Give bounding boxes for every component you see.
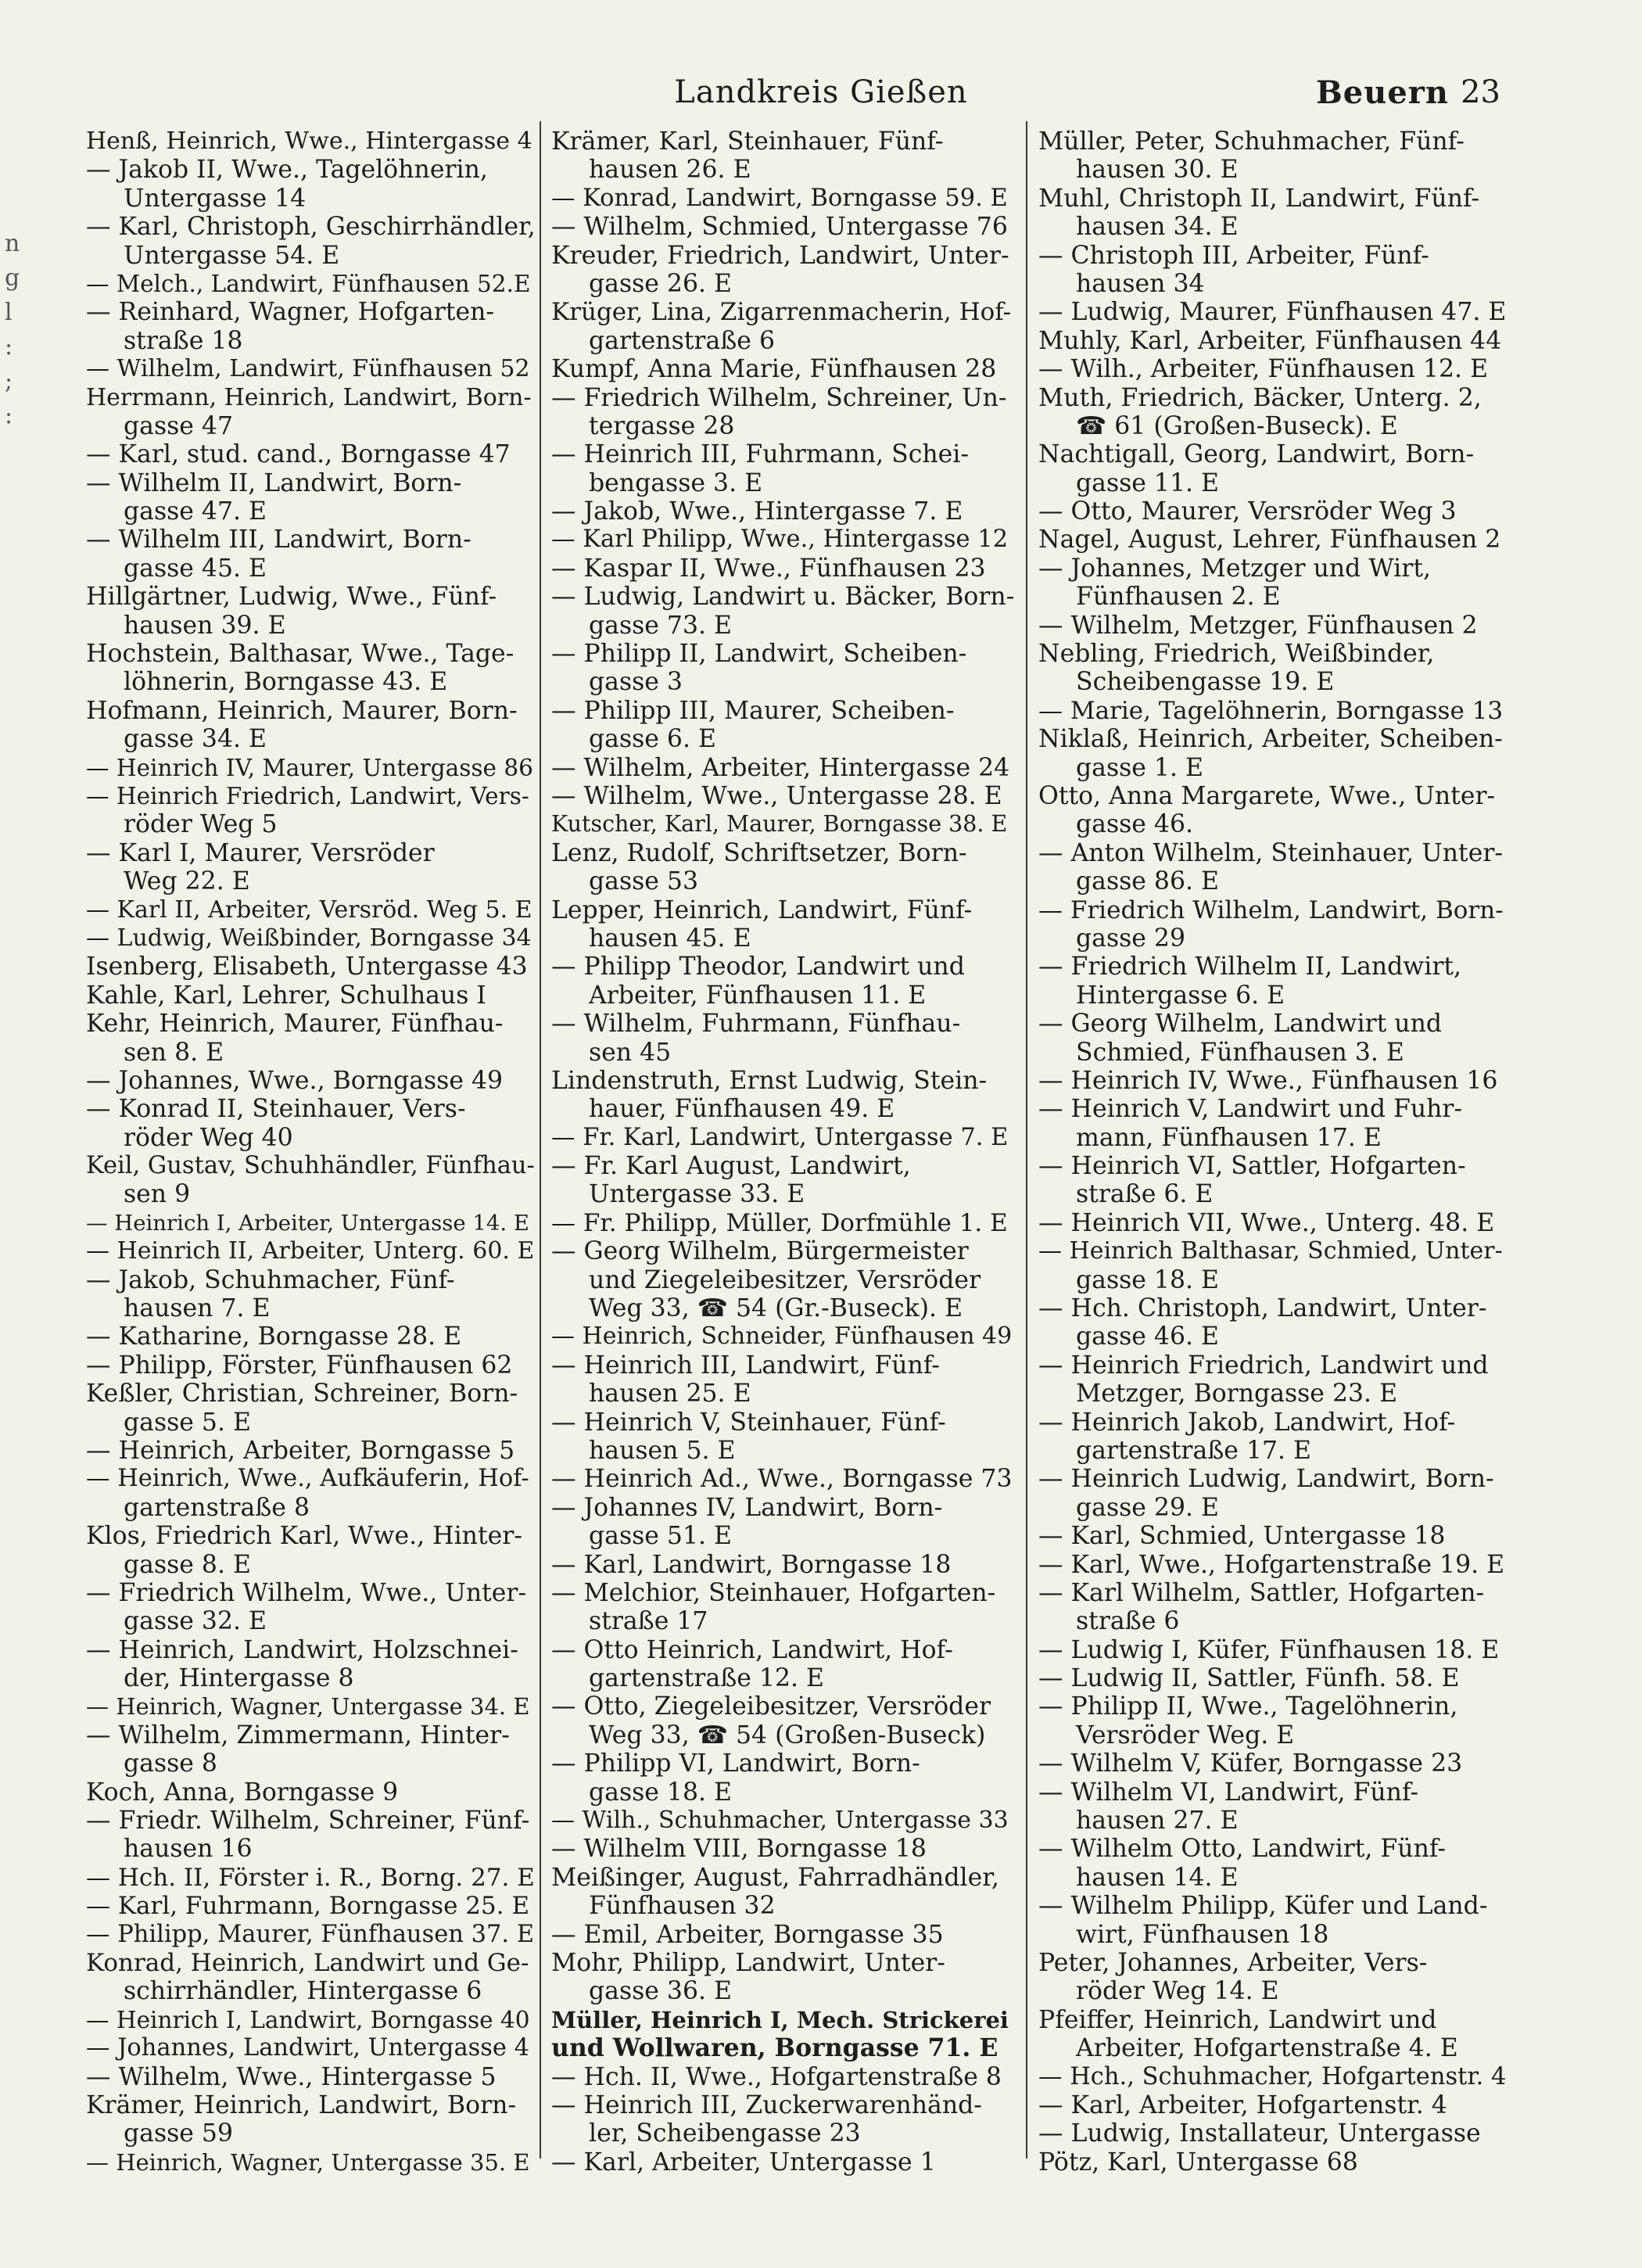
page-title: Landkreis Gießen: [674, 74, 968, 110]
directory-entry-line: — Heinrich V, Steinhauer, Fünf-: [551, 1408, 946, 1437]
directory-entry-line: — Philipp VI, Landwirt, Born-: [551, 1749, 920, 1778]
directory-entry-line: — Heinrich III, Landwirt, Fünf-: [551, 1351, 940, 1380]
directory-entry-line: bengasse 3. E: [589, 468, 763, 497]
directory-entry-line: gasse 34. E: [124, 725, 267, 754]
directory-entry-line: Untergasse 14: [124, 184, 307, 213]
directory-entry-line: — Ludwig, Landwirt u. Bäcker, Born-: [551, 583, 1015, 612]
directory-entry-line: — Otto, Maurer, Versröder Weg 3: [1038, 497, 1457, 526]
directory-entry-line: — Heinrich, Landwirt, Holzschnei-: [86, 1635, 518, 1664]
directory-entry-line: Untergasse 33. E: [589, 1180, 805, 1209]
directory-entry-line: — Anton Wilhelm, Steinhauer, Unter-: [1038, 838, 1504, 867]
directory-entry-line: gasse 18. E: [1076, 1265, 1220, 1294]
directory-entry-line: Lenz, Rudolf, Schriftsetzer, Born-: [551, 838, 967, 867]
directory-entry-line: gasse 51. E: [589, 1522, 733, 1551]
directory-entry-line: gasse 11. E: [1076, 468, 1220, 497]
directory-entry-line: Keil, Gustav, Schuhhändler, Fünfhau-: [86, 1152, 535, 1180]
directory-entry-line: hausen 45. E: [589, 924, 751, 953]
directory-entry-line: — Wilhelm, Wwe., Hintergasse 5: [86, 2062, 497, 2091]
directory-entry-line: — Ludwig, Installateur, Untergasse: [1038, 2119, 1481, 2148]
directory-entry-line: sen 9: [124, 1180, 191, 1209]
directory-entry-line: gasse 59: [124, 2119, 234, 2148]
directory-entry-line: — Johannes, Wwe., Borngasse 49: [86, 1066, 504, 1095]
directory-entry-line: Koch, Anna, Borngasse 9: [86, 1778, 399, 1807]
directory-entry-line: Meißinger, August, Fahrradhändler,: [551, 1863, 999, 1892]
directory-entry-line: straße 17: [589, 1607, 708, 1636]
directory-entry-line: — Reinhard, Wagner, Hofgarten-: [86, 298, 495, 327]
directory-entry-line: röder Weg 14. E: [1076, 1977, 1279, 2006]
directory-entry-line: löhnerin, Borngasse 43. E: [124, 668, 448, 697]
directory-entry-line: — Heinrich Ad., Wwe., Borngasse 73: [551, 1465, 1013, 1494]
directory-entry-line: — Emil, Arbeiter, Borngasse 35: [551, 1920, 944, 1949]
directory-entry-line: gartenstraße 12. E: [589, 1664, 825, 1693]
directory-entry-line: — Philipp, Maurer, Fünfhausen 37. E: [86, 1920, 535, 1948]
directory-entry-line: — Philipp III, Maurer, Scheiben-: [551, 696, 955, 725]
directory-entry-line: Fünfhausen 2. E: [1076, 583, 1281, 612]
directory-entry-line: — Philipp II, Landwirt, Scheiben-: [551, 640, 967, 669]
directory-entry-line: gasse 5. E: [124, 1408, 251, 1437]
directory-entry-line: tergasse 28: [589, 411, 735, 440]
directory-entry-line: — Fr. Philipp, Müller, Dorfmühle 1. E: [551, 1208, 1008, 1237]
directory-entry-line: — Marie, Tagelöhnerin, Borngasse 13: [1038, 696, 1504, 725]
directory-entry-line: — Karl, Fuhrmann, Borngasse 25. E: [86, 1892, 530, 1921]
directory-entry-line: — Karl, Wwe., Hofgartenstraße 19. E: [1038, 1550, 1505, 1579]
directory-entry-line: — Heinrich I, Arbeiter, Untergasse 14. E: [86, 1210, 529, 1236]
directory-entry-line: gasse 8: [124, 1749, 217, 1778]
margin-mark: n: [5, 230, 20, 257]
margin-mark: g: [5, 264, 20, 292]
directory-entry-line: — Heinrich VI, Sattler, Hofgarten-: [1038, 1152, 1466, 1181]
directory-entry-line: — Heinrich, Wagner, Untergasse 35. E: [86, 2148, 530, 2176]
directory-entry-line: hausen 25. E: [589, 1380, 751, 1409]
directory-entry-line: — Ludwig, Weißbinder, Borngasse 34: [86, 924, 532, 952]
directory-entry-line: Müller, Peter, Schuhmacher, Fünf-: [1038, 127, 1465, 156]
directory-entry-line: — Wilhelm, Landwirt, Fünfhausen 52: [86, 355, 530, 383]
directory-entry-line: gasse 47. E: [124, 497, 267, 526]
directory-entry-line: Nachtigall, Georg, Landwirt, Born-: [1038, 440, 1475, 469]
directory-entry-line: — Wilh., Arbeiter, Fünfhausen 12. E: [1038, 355, 1489, 384]
directory-entry-line: hausen 34. E: [1076, 213, 1239, 242]
directory-entry-line: sen 45: [589, 1038, 672, 1067]
directory-entry-line: gasse 29. E: [1076, 1493, 1220, 1522]
directory-entry-line: ler, Scheibengasse 23: [589, 2119, 861, 2148]
directory-entry-line: — Friedrich Wilhelm, Wwe., Unter-: [86, 1578, 527, 1607]
directory-entry-line: — Wilhelm, Schmied, Untergasse 76: [551, 213, 1008, 242]
directory-entry-line: — Karl, Arbeiter, Untergasse 1: [551, 2148, 936, 2176]
directory-entry-line: Kehr, Heinrich, Maurer, Fünfhau-: [86, 1010, 504, 1039]
directory-entry-line: — Hch. Christoph, Landwirt, Unter-: [1038, 1294, 1487, 1323]
directory-entry-line: Krämer, Heinrich, Landwirt, Born-: [86, 2090, 517, 2119]
directory-entry-line: — Johannes IV, Landwirt, Born-: [551, 1493, 943, 1522]
directory-entry-line: — Wilhelm Philipp, Küfer und Land-: [1038, 1892, 1488, 1921]
directory-entry-line: — Philipp Theodor, Landwirt und: [551, 953, 965, 981]
directory-entry-line: mann, Fünfhausen 17. E: [1076, 1123, 1382, 1152]
directory-entry-line: Hillgärtner, Ludwig, Wwe., Fünf-: [86, 583, 497, 612]
directory-entry-line: gasse 6. E: [589, 725, 716, 754]
directory-entry-line: — Hch., Schuhmacher, Hofgartenstr. 4: [1038, 2062, 1507, 2090]
directory-entry-line: — Heinrich Ludwig, Landwirt, Born-: [1038, 1465, 1494, 1494]
directory-entry-line: straße 6. E: [1076, 1180, 1214, 1209]
directory-entry-line: — Wilhelm II, Landwirt, Born-: [86, 468, 462, 497]
directory-entry-line: — Karl II, Arbeiter, Versröd. Weg 5. E: [86, 895, 532, 924]
directory-entry-line: — Hch. II, Förster i. R., Borng. 27. E: [86, 1863, 535, 1892]
directory-entry-line: Lindenstruth, Ernst Ludwig, Stein-: [551, 1066, 988, 1095]
directory-entry-line: Konrad, Heinrich, Landwirt und Ge-: [86, 1949, 529, 1977]
margin-mark: :: [5, 402, 13, 429]
directory-entry-line: ☎ 61 (Großen-Buseck). E: [1076, 411, 1398, 440]
directory-entry-line: straße 18: [124, 326, 243, 355]
directory-entry-line: Klos, Friedrich Karl, Wwe., Hinter-: [86, 1522, 522, 1551]
directory-entry-line: hausen 27. E: [1076, 1807, 1239, 1836]
directory-entry-line: — Heinrich Friedrich, Landwirt und: [1038, 1351, 1489, 1380]
directory-entry-line: — Karl, Landwirt, Borngasse 18: [551, 1550, 952, 1579]
directory-entry-line: — Heinrich VII, Wwe., Unterg. 48. E: [1038, 1208, 1495, 1237]
column-divider: [540, 121, 541, 2159]
directory-entry-line: — Karl, Christoph, Geschirrhändler,: [86, 213, 536, 242]
directory-entry-line: — Heinrich III, Fuhrmann, Schei-: [551, 440, 970, 469]
directory-entry-line: Isenberg, Elisabeth, Untergasse 43: [86, 953, 528, 981]
directory-entry-line: Krüger, Lina, Zigarrenmacherin, Hof-: [551, 298, 1012, 327]
page-number: 23: [1461, 74, 1500, 110]
directory-entry-line: gasse 1. E: [1076, 753, 1203, 782]
directory-entry-line: — Heinrich III, Zuckerwarenhänd-: [551, 2090, 982, 2119]
directory-entry-line: Weg 33, ☎ 54 (Gr.-Buseck). E: [589, 1294, 963, 1323]
margin-mark: ;: [5, 368, 13, 395]
directory-entry-line: — Heinrich, Schneider, Fünfhausen 49: [551, 1322, 1013, 1351]
directory-entry-line: — Wilhelm III, Landwirt, Born-: [86, 526, 471, 554]
directory-entry-line: — Wilhelm, Wwe., Untergasse 28. E: [551, 781, 1002, 810]
directory-entry-line: — Fr. Karl, Landwirt, Untergasse 7. E: [551, 1123, 1009, 1151]
directory-entry-line: gasse 45. E: [124, 554, 267, 583]
directory-entry-line: — Hch. II, Wwe., Hofgartenstraße 8: [551, 2062, 1002, 2091]
directory-entry-line: — Heinrich Balthasar, Schmied, Unter-: [1038, 1237, 1503, 1265]
directory-entry-line: — Wilhelm, Metzger, Fünfhausen 2: [1038, 611, 1478, 640]
directory-entry-line: Müller, Heinrich I, Mech. Strickerei: [551, 2006, 1009, 2033]
directory-entry-line: röder Weg 5: [124, 810, 278, 839]
directory-entry-line: — Heinrich V, Landwirt und Fuhr-: [1038, 1095, 1463, 1124]
directory-entry-line: gartenstraße 8: [124, 1493, 310, 1522]
directory-entry-line: Weg 33, ☎ 54 (Großen-Buseck): [589, 1721, 986, 1749]
margin-mark: :: [5, 333, 13, 361]
directory-entry-line: gasse 3: [589, 668, 683, 697]
directory-entry-line: hausen 39. E: [124, 611, 286, 640]
directory-entry-line: Hochstein, Balthasar, Wwe., Tage-: [86, 640, 514, 669]
directory-entry-line: — Heinrich Jakob, Landwirt, Hof-: [1038, 1408, 1456, 1437]
directory-entry-line: — Ludwig II, Sattler, Fünfh. 58. E: [1038, 1664, 1460, 1693]
directory-entry-line: — Heinrich Friedrich, Landwirt, Vers-: [86, 782, 529, 809]
directory-entry-line: hausen 30. E: [1076, 156, 1239, 185]
directory-entry-line: gasse 36. E: [589, 1977, 733, 2006]
directory-entry-line: Muth, Friedrich, Bäcker, Unterg. 2,: [1038, 383, 1482, 412]
directory-entry-line: — Jakob, Wwe., Hintergasse 7. E: [551, 497, 963, 526]
directory-entry-line: Scheibengasse 19. E: [1076, 668, 1335, 697]
directory-entry-line: — Ludwig I, Küfer, Fünfhausen 18. E: [1038, 1635, 1500, 1664]
column-divider: [1026, 121, 1027, 2159]
directory-entry-line: der, Hintergasse 8: [124, 1664, 354, 1693]
directory-entry-line: — Friedrich Wilhelm, Landwirt, Born-: [1038, 895, 1504, 924]
directory-entry-line: — Wilh., Schuhmacher, Untergasse 33: [551, 1807, 1009, 1835]
directory-entry-line: — Jakob II, Wwe., Tagelöhnerin,: [86, 156, 488, 185]
directory-entry-line: gasse 86. E: [1076, 867, 1220, 896]
directory-entry-line: gasse 47: [124, 411, 234, 440]
directory-entry-line: gasse 46.: [1076, 810, 1194, 839]
directory-entry-line: Kumpf, Anna Marie, Fünfhausen 28: [551, 355, 997, 384]
directory-entry-line: Versröder Weg. E: [1076, 1721, 1295, 1749]
directory-entry-line: schirrhändler, Hintergasse 6: [124, 1977, 482, 2006]
directory-entry-line: — Heinrich, Arbeiter, Borngasse 5: [86, 1436, 515, 1465]
directory-entry-line: wirt, Fünfhausen 18: [1076, 1920, 1329, 1949]
directory-entry-line: — Wilhelm, Fuhrmann, Fünfhau-: [551, 1010, 961, 1039]
directory-entry-line: gasse 18. E: [589, 1778, 733, 1807]
directory-entry-line: — Wilhelm VIII, Borngasse 18: [551, 1835, 927, 1864]
directory-entry-line: Hofmann, Heinrich, Maurer, Born-: [86, 696, 518, 725]
margin-marks: [5, 227, 19, 433]
directory-entry-line: Weg 22. E: [124, 867, 250, 896]
directory-entry-line: hausen 26. E: [589, 156, 751, 185]
directory-entry-line: — Melchior, Steinhauer, Hofgarten-: [551, 1578, 996, 1607]
directory-column-1: [86, 127, 536, 2176]
directory-entry-line: — Philipp II, Wwe., Tagelöhnerin,: [1038, 1692, 1458, 1721]
directory-entry-line: Mohr, Philipp, Landwirt, Unter-: [551, 1949, 945, 1977]
directory-entry-line: Herrmann, Heinrich, Landwirt, Born-: [86, 383, 532, 411]
directory-entry-line: hausen 34: [1076, 269, 1205, 298]
directory-entry-line: — Heinrich, Wwe., Aufkäuferin, Hof-: [86, 1465, 529, 1493]
directory-entry-line: — Karl, Schmied, Untergasse 18: [1038, 1522, 1446, 1551]
directory-entry-line: gasse 53: [589, 867, 699, 896]
directory-entry-line: — Johannes, Metzger und Wirt,: [1038, 554, 1431, 583]
directory-entry-line: — Georg Wilhelm, Landwirt und: [1038, 1010, 1443, 1039]
directory-entry-line: und Ziegeleibesitzer, Versröder: [589, 1265, 981, 1294]
directory-entry-line: Hintergasse 6. E: [1076, 981, 1285, 1010]
directory-entry-line: Pötz, Karl, Untergasse 68: [1038, 2148, 1358, 2176]
directory-entry-line: Untergasse 54. E: [124, 241, 340, 270]
directory-entry-line: gasse 73. E: [589, 611, 733, 640]
directory-entry-line: — Wilhelm V, Küfer, Borngasse 23: [1038, 1749, 1463, 1778]
directory-entry-line: und Wollwaren, Borngasse 71. E: [551, 2033, 998, 2063]
directory-entry-line: Henß, Heinrich, Wwe., Hintergasse 4: [86, 127, 532, 155]
directory-entry-line: — Karl Philipp, Wwe., Hintergasse 12: [551, 526, 1009, 554]
directory-entry-line: — Johannes, Landwirt, Untergasse 4: [86, 2034, 530, 2062]
directory-entry-line: — Wilhelm, Arbeiter, Hintergasse 24: [551, 753, 1010, 782]
directory-entry-line: straße 6: [1076, 1607, 1180, 1636]
directory-entry-line: Krämer, Karl, Steinhauer, Fünf-: [551, 127, 944, 156]
directory-entry-line: Kreuder, Friedrich, Landwirt, Unter-: [551, 241, 1009, 270]
directory-entry-line: — Friedr. Wilhelm, Schreiner, Fünf-: [86, 1807, 530, 1836]
directory-entry-line: — Philipp, Förster, Fünfhausen 62: [86, 1351, 513, 1380]
directory-entry-line: Kutscher, Karl, Maurer, Borngasse 38. E: [551, 811, 1008, 838]
directory-entry-line: — Karl Wilhelm, Sattler, Hofgarten-: [1038, 1578, 1485, 1607]
directory-entry-line: Metzger, Borngasse 23. E: [1076, 1380, 1398, 1409]
directory-entry-line: gasse 46. E: [1076, 1322, 1220, 1351]
directory-entry-line: gasse 29: [1076, 924, 1186, 953]
directory-entry-line: Otto, Anna Margarete, Wwe., Unter-: [1038, 781, 1496, 810]
directory-column-2: [551, 127, 1014, 2176]
directory-entry-line: Keßler, Christian, Schreiner, Born-: [86, 1380, 518, 1409]
directory-entry-line: — Konrad II, Steinhauer, Vers-: [86, 1095, 466, 1124]
directory-entry-line: Lepper, Heinrich, Landwirt, Fünf-: [551, 895, 973, 924]
directory-entry-line: hauer, Fünfhausen 49. E: [589, 1095, 895, 1124]
directory-entry-line: röder Weg 40: [124, 1123, 293, 1152]
directory-entry-line: — Katharine, Borngasse 28. E: [86, 1322, 462, 1351]
directory-entry-line: — Georg Wilhelm, Bürgermeister: [551, 1237, 969, 1266]
directory-entry-line: Schmied, Fünfhausen 3. E: [1076, 1038, 1404, 1067]
directory-entry-line: gartenstraße 17. E: [1076, 1436, 1312, 1465]
directory-entry-line: — Wilhelm VI, Landwirt, Fünf-: [1038, 1778, 1419, 1807]
directory-entry-line: Muhly, Karl, Arbeiter, Fünfhausen 44: [1038, 326, 1502, 355]
directory-column-3: [1038, 127, 1508, 2176]
directory-entry-line: Nagel, August, Lehrer, Fünfhausen 2: [1038, 526, 1501, 554]
directory-entry-line: Kahle, Karl, Lehrer, Schulhaus I: [86, 981, 486, 1010]
directory-entry-line: — Heinrich, Wagner, Untergasse 34. E: [86, 1693, 530, 1721]
directory-entry-line: gasse 26. E: [589, 269, 733, 298]
place-name: Beuern: [1316, 74, 1449, 111]
directory-entry-line: — Heinrich I, Landwirt, Borngasse 40: [86, 2006, 530, 2033]
directory-entry-line: Fünfhausen 32: [589, 1892, 776, 1921]
directory-entry-line: gartenstraße 6: [589, 326, 775, 355]
directory-entry-line: hausen 7. E: [124, 1294, 271, 1323]
directory-entry-line: — Otto Heinrich, Landwirt, Hof-: [551, 1635, 953, 1664]
directory-entry-line: Muhl, Christoph II, Landwirt, Fünf-: [1038, 184, 1480, 213]
directory-entry-line: — Melch., Landwirt, Fünfhausen 52.E: [86, 270, 531, 297]
directory-entry-line: — Jakob, Schuhmacher, Fünf-: [86, 1265, 455, 1294]
directory-entry-line: — Konrad, Landwirt, Borngasse 59. E: [551, 184, 1008, 212]
directory-entry-line: — Otto, Ziegeleibesitzer, Versröder: [551, 1692, 991, 1721]
directory-entry-line: — Friedrich Wilhelm, Schreiner, Un-: [551, 383, 1007, 412]
directory-entry-line: Nebling, Friedrich, Weißbinder,: [1038, 640, 1435, 669]
directory-entry-line: sen 8. E: [124, 1038, 224, 1067]
directory-entry-line: Arbeiter, Fünfhausen 11. E: [589, 981, 927, 1010]
directory-entry-line: — Heinrich II, Arbeiter, Unterg. 60. E: [86, 1237, 535, 1265]
directory-entry-line: — Wilhelm, Zimmermann, Hinter-: [86, 1721, 510, 1749]
directory-entry-line: gasse 32. E: [124, 1607, 267, 1636]
directory-entry-line: — Heinrich IV, Wwe., Fünfhausen 16: [1038, 1066, 1498, 1095]
directory-entry-line: hausen 5. E: [589, 1436, 736, 1465]
directory-entry-line: — Heinrich IV, Maurer, Untergasse 86: [86, 754, 533, 781]
directory-entry-line: gasse 8. E: [124, 1550, 251, 1579]
directory-entry-line: Peter, Johannes, Arbeiter, Vers-: [1038, 1949, 1428, 1977]
directory-entry-line: hausen 14. E: [1076, 1863, 1239, 1892]
directory-entry-line: — Karl I, Maurer, Versröder: [86, 838, 435, 867]
directory-entry-line: Niklaß, Heinrich, Arbeiter, Scheiben-: [1038, 725, 1503, 754]
directory-entry-line: — Christoph III, Arbeiter, Fünf-: [1038, 241, 1429, 270]
directory-entry-line: — Friedrich Wilhelm II, Landwirt,: [1038, 953, 1462, 981]
directory-entry-line: — Fr. Karl August, Landwirt,: [551, 1152, 911, 1181]
directory-entry-line: — Karl, Arbeiter, Hofgartenstr. 4: [1038, 2090, 1447, 2119]
margin-mark: l: [5, 299, 13, 326]
directory-entry-line: Pfeiffer, Heinrich, Landwirt und: [1038, 2005, 1437, 2034]
directory-entry-line: — Ludwig, Maurer, Fünfhausen 47. E: [1038, 298, 1507, 327]
directory-entry-line: Arbeiter, Hofgartenstraße 4. E: [1076, 2034, 1458, 2063]
directory-entry-line: — Karl, stud. cand., Borngasse 47: [86, 440, 511, 469]
directory-entry-line: hausen 16: [124, 1835, 253, 1864]
directory-entry-line: — Wilhelm Otto, Landwirt, Fünf-: [1038, 1835, 1447, 1864]
directory-entry-line: — Kaspar II, Wwe., Fünfhausen 23: [551, 554, 986, 583]
